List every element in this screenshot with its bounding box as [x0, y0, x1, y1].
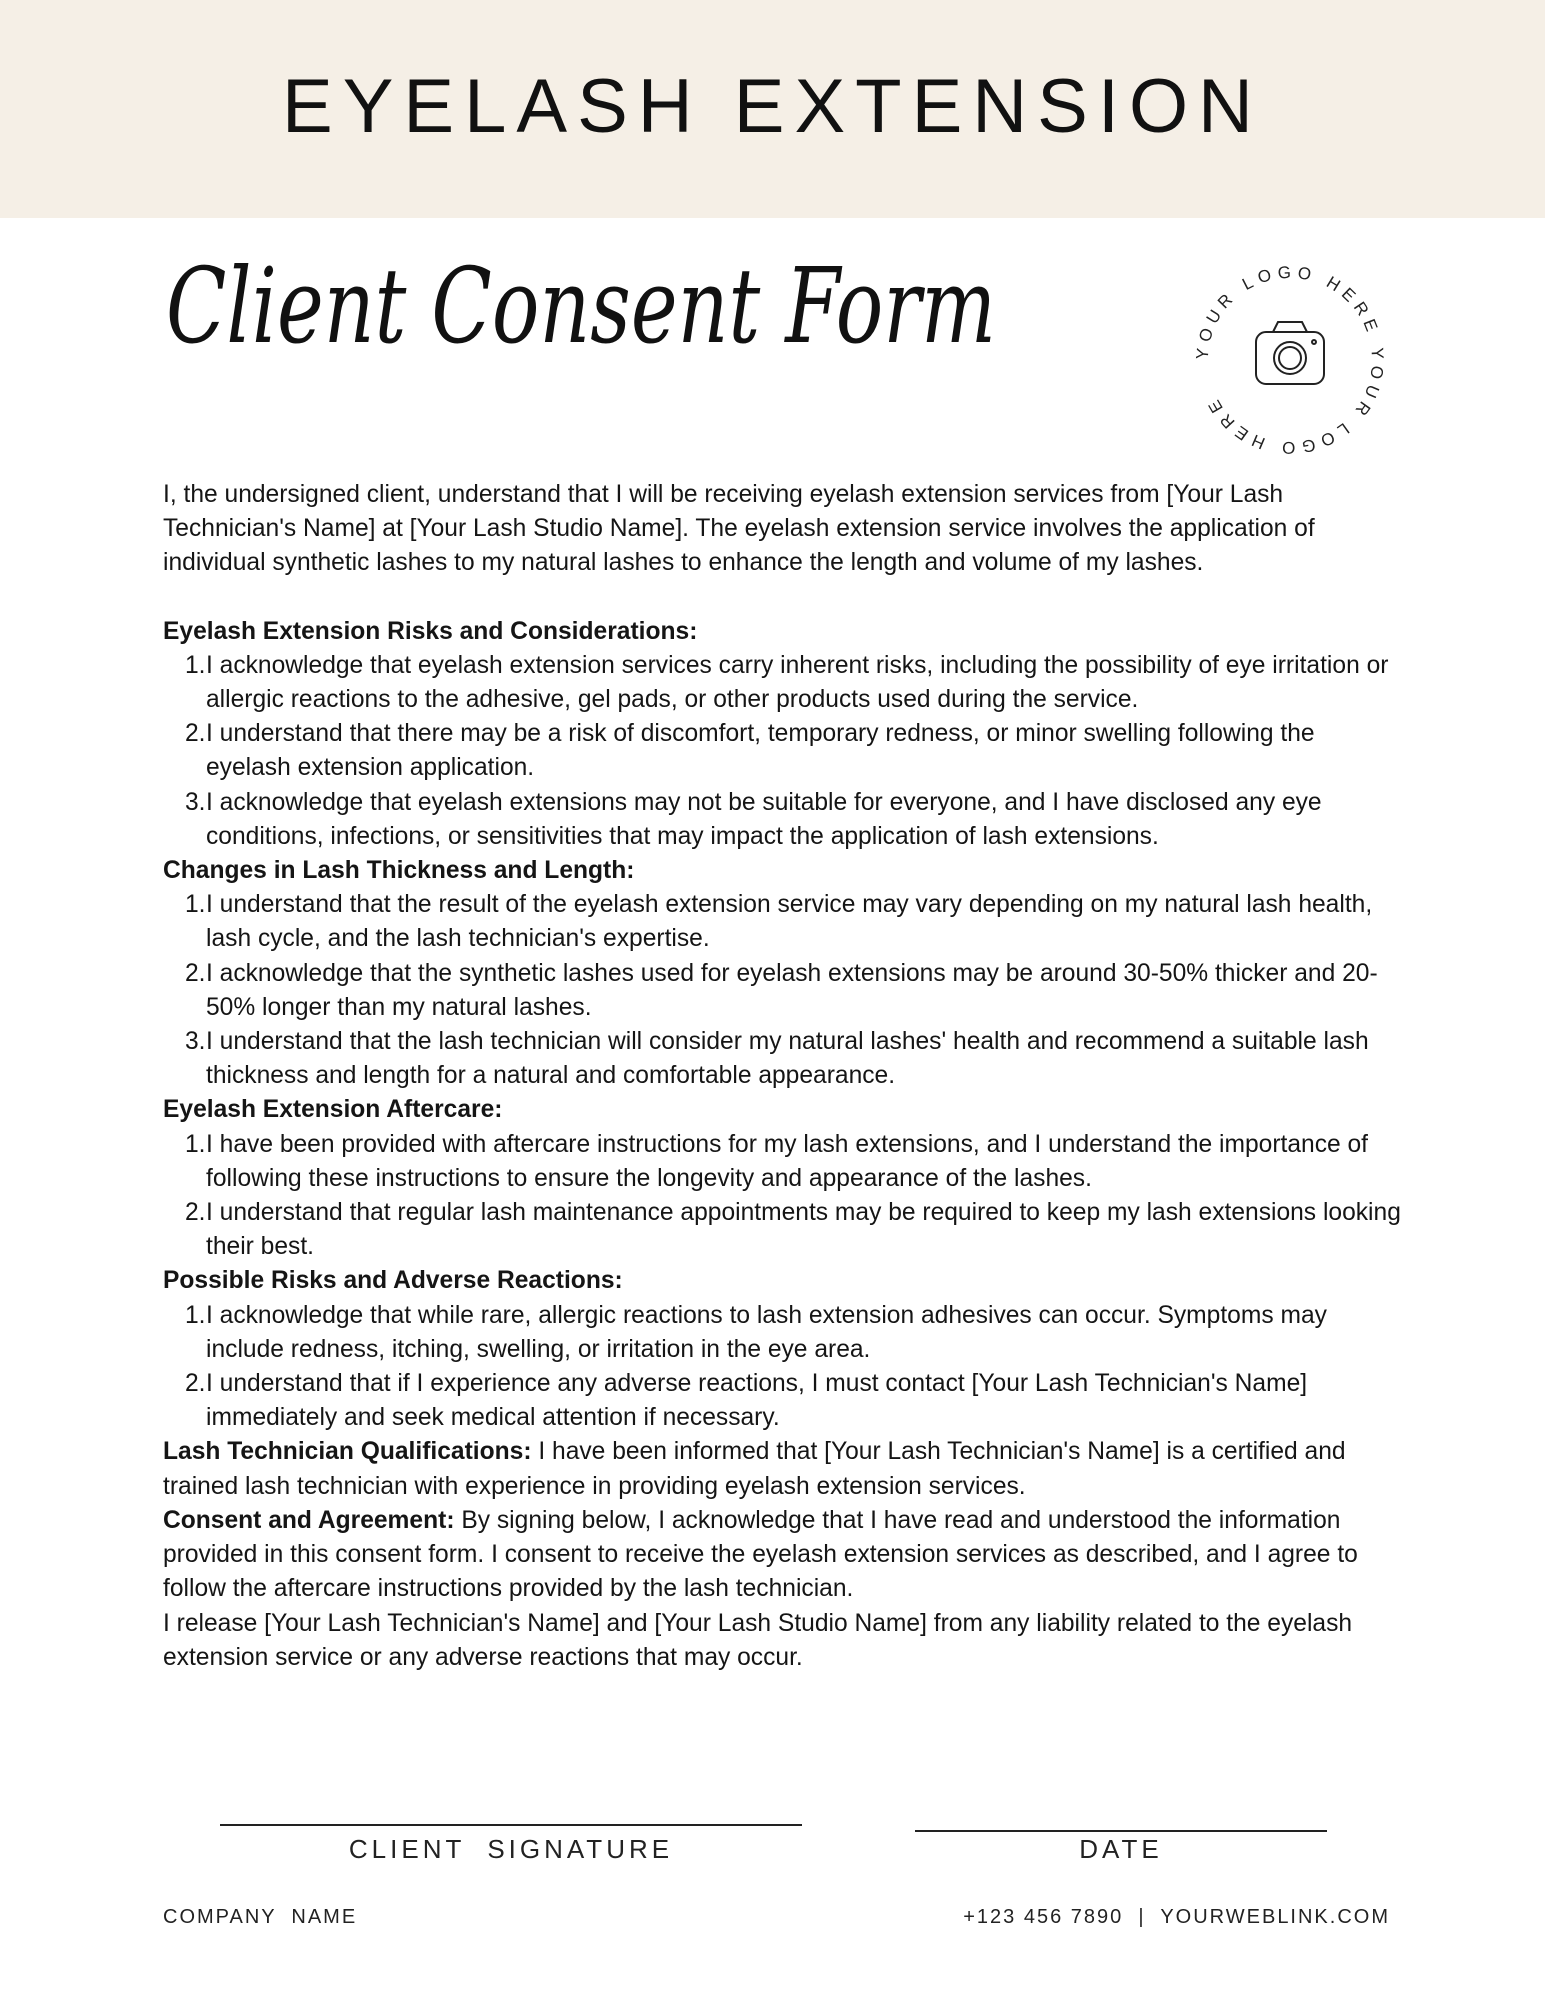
logo-placeholder [1180, 250, 1400, 470]
section-heading: Possible Risks and Adverse Reactions: [163, 1267, 623, 1295]
date-line[interactable] [915, 1830, 1327, 1832]
qualifications-label: Lash Technician Qualifications: [163, 1438, 532, 1466]
list-item [163, 1128, 1403, 1196]
company-name: COMPANY NAME [163, 1906, 358, 1928]
section-heading: Eyelash Extension Aftercare: [163, 1096, 503, 1124]
qualifications-paragraph [163, 1435, 1403, 1503]
list-item-text: I understand that the lash technician will consider my natural lashes' health and recommend a suitable lash thickness and length for a natural and comfortable appearance. [206, 1028, 1369, 1090]
list-item [163, 717, 1403, 785]
section-adverse [163, 1264, 1403, 1435]
list-item [163, 1196, 1403, 1264]
release-paragraph: I release [Your Lash Technician's Name] and [Your Lash Studio Name] from any liability related to the eyelash extension service or any adverse reactions that may occur. [163, 1609, 1353, 1671]
client-signature-label: CLIENT SIGNATURE [348, 1834, 674, 1864]
list-item-text: I have been provided with aftercare instructions for my lash extensions, and I understand the importance of following these instructions to ensure the longevity and appearance of the lashes. [206, 1130, 1369, 1192]
qualifications-text: I have been informed that [Your Lash Technician's Name] is a certified and trained lash technician with experience in providing eyelash extension services. [163, 1438, 1346, 1500]
list-item [163, 1025, 1403, 1093]
page-title: EYELASH EXTENSION [282, 64, 1263, 149]
consent-text: By signing below, I acknowledge that I have read and understood the information provided in this consent form. I consent to receive the eyelash extension services as described, and I agree to follow the aftercare instructions provided by the lash technician. [163, 1506, 1358, 1603]
list-item-number: 2. [185, 1370, 206, 1398]
script-title [162, 220, 1062, 390]
consent-paragraph [163, 1504, 1403, 1607]
section-heading: Changes in Lash Thickness and Length: [163, 857, 635, 885]
client-signature-line[interactable] [220, 1824, 802, 1826]
list-item [163, 786, 1403, 854]
section-aftercare [163, 1093, 1403, 1264]
list-item [163, 1367, 1403, 1435]
list-item-text: I understand that regular lash maintenance appointments may be required to keep my lash extensions looking their best. [206, 1199, 1401, 1261]
consent-label: Consent and Agreement: [163, 1506, 455, 1534]
list-item-text: I acknowledge that eyelash extensions may not be suitable for everyone, and I have disclosed any eye conditions, infections, or sensitivities that may impact the application of lash extensions. [206, 788, 1322, 850]
logo-ring-textpath: YOUR LOGO HERE YOUR LOGO HERE [1192, 262, 1388, 458]
list-item-text: I acknowledge that the synthetic lashes used for eyelash extensions may be around 30-50% thicker and 20-50% longer than my natural lashes. [206, 959, 1378, 1021]
list-item-number: 1. [185, 891, 206, 919]
list-item [163, 957, 1403, 1025]
list-item-number: 2. [185, 720, 206, 748]
section-thickness [163, 854, 1403, 1093]
section-heading: Eyelash Extension Risks and Considerations: [163, 617, 698, 645]
list-item [163, 1299, 1403, 1367]
list-item-number: 2. [185, 959, 206, 987]
script-title-text: Client Consent Form [166, 245, 996, 367]
list-item-text: I acknowledge that eyelash extension services carry inherent risks, including the possibility of eye irritation or allergic reactions to the adhesive, gel pads, or other products used during the service. [206, 651, 1389, 714]
list-item-number: 2. [185, 1199, 206, 1227]
list-item-text: I understand that there may be a risk of discomfort, temporary redness, or minor swelling following the eyelash extension application. [206, 720, 1315, 782]
list-item-text: I understand that if I experience any adverse reactions, I must contact [Your Lash Technician's Name] immediately and seek medical attention if necessary. [206, 1370, 1308, 1432]
list-item-number: 1. [185, 651, 206, 679]
list-item-text: I understand that the result of the eyelash extension service may vary depending on my natural lash health, lash cycle, and the lash technician's expertise. [206, 891, 1373, 953]
consent-body [163, 478, 1403, 1675]
header-band [0, 0, 1545, 218]
list-item-number: 3. [185, 1028, 206, 1056]
list-item [163, 888, 1403, 956]
list-item-number: 1. [185, 1301, 206, 1329]
list-item [163, 649, 1403, 717]
camera-icon [1256, 322, 1324, 384]
risks-list [163, 649, 1403, 854]
list-item-text: I acknowledge that while rare, allergic reactions to lash extension adhesives can occur. Symptoms may include redness, itching, swelling, or irritation in the eye area. [206, 1301, 1327, 1363]
logo-ring-text [1193, 263, 1388, 458]
section-risks [163, 615, 1403, 854]
contact-info: +123 456 7890 | YOURWEBLINK.COM [963, 1906, 1390, 1928]
list-item-number: 3. [185, 788, 206, 816]
list-item-number: 1. [185, 1130, 206, 1158]
date-label: DATE [1079, 1834, 1163, 1864]
thickness-list [163, 888, 1403, 1093]
aftercare-list [163, 1128, 1403, 1265]
adverse-list [163, 1299, 1403, 1436]
intro-paragraph: I, the undersigned client, understand that I will be receiving eyelash extension services from [Your Lash Technician's Name] at [Your Lash Studio Name]. The eyelash extension service involves the application of individual synthetic lashes to my natural lashes to enhance the length and volume of my lashes. [163, 481, 1315, 577]
